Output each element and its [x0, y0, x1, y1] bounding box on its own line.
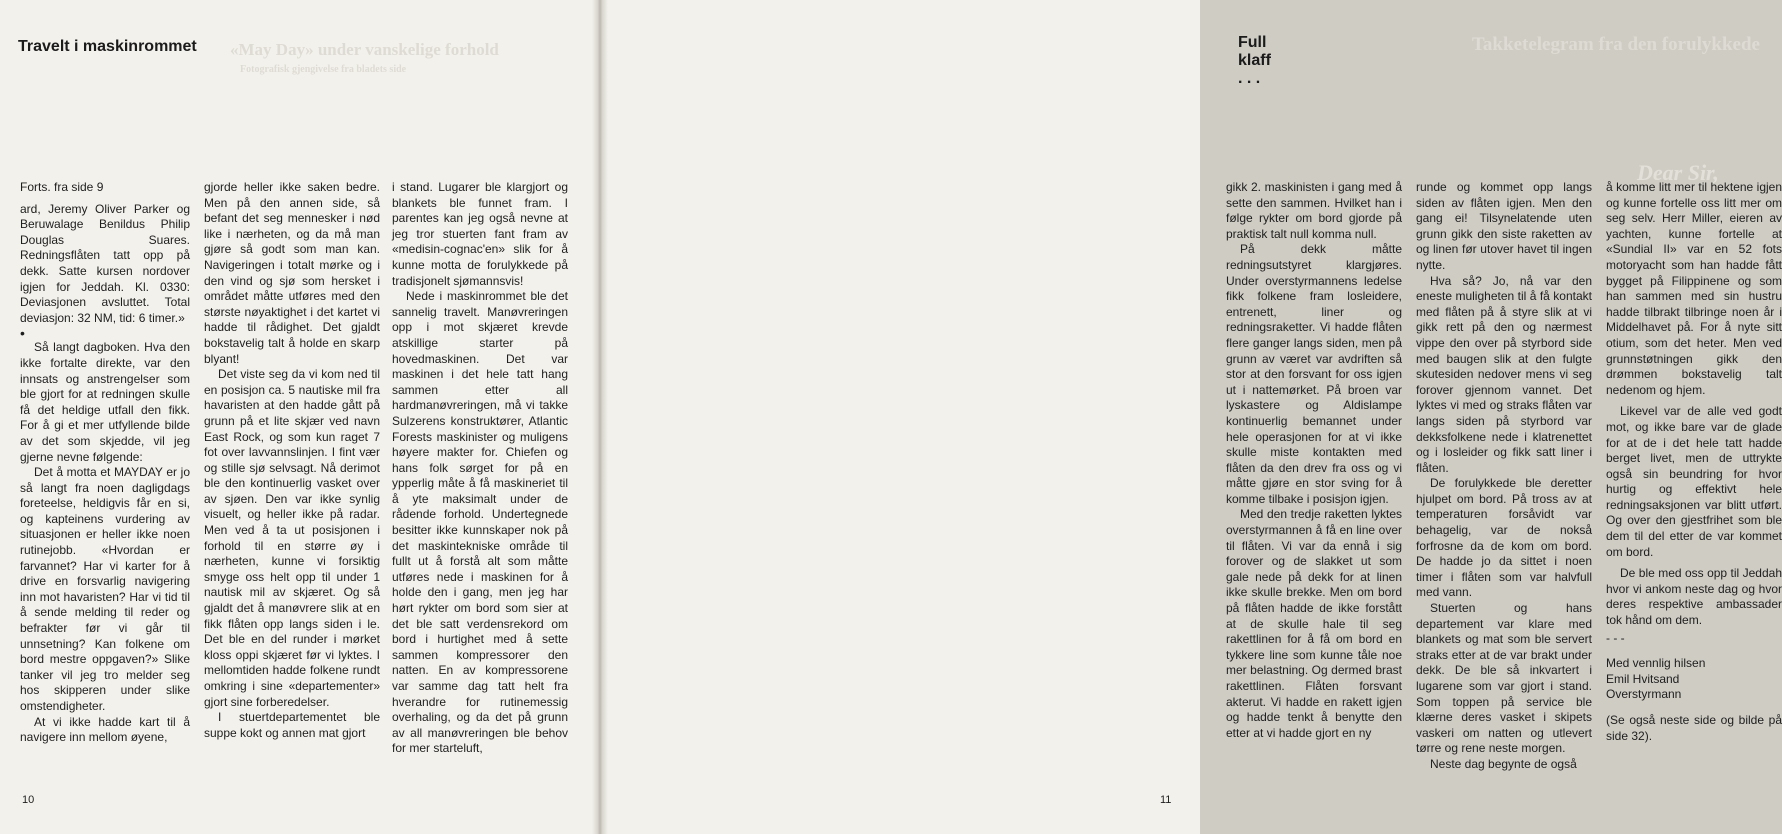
- paragraph: i stand. Lugarer ble klargjort og blankets ble funnet fram. I parentes kan jeg også nevne at jeg tror stuerten fant fram av «medisin-cognac'en» slik for å kunne motta de forulykkede på tradisjonelt sjømannsvis!: [392, 180, 568, 288]
- show-through-text: «May Day» under vanskelige forhold: [230, 40, 499, 59]
- paragraph: Hva så? Jo, nå var den eneste muligheten til å få kontakt med flåten på å styre slik at vi gikk rett på den og nærmest vippe den over på styrbord side med baugen slik at den fulgte skutesiden nedover mens vi seg forover gjennom vannet. Det lyktes vi med og straks flåten var langs siden på styrbord var dekksfolkene nede i klatrenettet og i losleider og fikk satt liner i flåten.: [1416, 273, 1592, 475]
- continuation-note: Forts. fra side 9: [20, 180, 104, 194]
- paragraph: Med den tredje raketten lyktes overstyrmannen å få en line over til flåten. Vi var da ennå i sig forover og de slakket ut som gale nede på dekk for at linen ikke skulle brekke. Men om bord på flåten hadde de ikke forstått at de skulle hale til seg rakettlinen for å få om bord en tykkere line som kunne tåle noe mer belastning. Og dermed brast rakettlinen. Flåten forsvant akterut. Vi hadde en rakett igjen og hadde tenkt å benytte den etter at vi hadde gjort en ny: [1226, 507, 1402, 740]
- author-name: Emil Hvitsand: [1606, 671, 1680, 686]
- article-title: Travelt i maskinrommet: [18, 38, 197, 55]
- paragraph: Nede i maskinrommet ble det sannelig travelt. Manøvreringen opp i mot skjæret krevde atskillige starter på hovedmaskinen. Det var maskinen i det hele tatt hang sammen etter all hardmanøvreringen, må vi takke Sulzerens konstruktører, Atlantic Forests maskinister og muligens høyere makter for. Chiefen og hans folk sørget for på en ypperlig måte å få maskineriet til å yte maksimalt under de rådende forhold. Undertegnede besitter ikke kunnskaper nok på det maskintekniske område til fullt ut å forstå alt som måtte utføres nede i maskinen for å holde den i gang, men jeg har hørt rykter om bord som sier at det ble satt verdensrekord om bord i hurtighet med å sette sammen kompressorer den natten. En av kompressorene var samme dag tatt helt fra hverandre for rutinemessig overhaling, og da det på grunn av all manøvreringen ble behov for mer starteluft,: [392, 289, 568, 756]
- right-page: [602, 0, 1782, 834]
- paragraph: Det viste seg da vi kom ned til en posisjon ca. 5 nautiske mil fra havaristen at den hadde gått på grunn på et lite skjær ved navn East Rock, og som kun raget 7 fot over lavvannslinjen. I fint vær og stille sjø selvsagt. Nå derimot ble den kontinuerlig vasket over av sjøen. Den var ikke synlig visuelt, og heller ikke på radar. Men ved å ta ut posisjonen i forhold til en større øy i nærheten, kunne vi forsiktig smyge oss helt opp til under 1 nautisk mil av skjæret. Og så gjaldt det å manøvrere slik at en fikk flåten opp langs siden i le. Det ble en del runder i mørket kloss oppi skjæret før vi lyktes. I mellomtiden hadde folkene rundt omkring i sine «departementer» gjort sine forberedelser.: [204, 367, 380, 709]
- dash-separator: - - -: [1606, 630, 1625, 645]
- page-number: 10: [22, 794, 35, 806]
- paragraph: gikk 2. maskinisten i gang med å sette den sammen. Hvilket han i følge rykter om bord gjorde på praktisk talt null komma null.: [1226, 180, 1402, 241]
- text-column-6: [1606, 180, 1782, 744]
- author-role: Overstyrmann: [1606, 687, 1682, 702]
- paragraph: å komme litt mer til hektene igjen og kunne fortelle oss litt mer om seg selv. Herr Miller, eieren av yachten, kunne fortelle at «Sundial II» var en 52 fots motoryacht som han hadde fått bygget på Filippinene og som han sammen med sin hustru hadde tilbrakt tilbringe noen år i Middelhavet på. For å nyte sitt otium, som det heter. Men ved grunnstøtningen gikk den drømmen bokstavelig talt nedenom og hjem.: [1606, 180, 1782, 397]
- page-number: 11: [1160, 794, 1172, 806]
- book-gutter: [592, 0, 608, 834]
- show-through-text: Takketelegram fra den forulykkede: [1472, 34, 1760, 55]
- paragraph: Neste dag begynte de også: [1430, 756, 1577, 771]
- paragraph: gjorde heller ikke saken bedre. Men på den annen side, så befant det seg mennesker i nød like i nærheten, og da må man gjøre så godt som man kan. Navigeringen i totalt mørke og i den vind og sjø som hersket i området måtte utføres med den største nøyaktighet i det kartet vi hadde til rådighet. Det gjaldt bokstavelig talt å holde en skarp blyant!: [204, 180, 380, 366]
- paragraph: De forulykkede ble deretter hjulpet om bord. På tross av at temperaturen forsåvidt var behagelig, var de nokså forfrosne da de kom om bord. De hadde jo da sittet i noen timer i flåten som var halvfull med vann.: [1416, 476, 1592, 600]
- show-through-text: Fotografisk gjengivelse fra bladets side: [240, 64, 407, 75]
- paragraph: På dekk måtte redningsutstyret klargjøres. Under overstyrmannens ledelse fikk folkene fram losleidere, entrenett, liner og redningsraketter. Vi hadde flåten flere ganger langs siden, men på grunn av været var avdriften så stor at den forsvant for oss igjen ut i nattemørket. På broen var lyskastere og Aldislampe kontinuerlig bemannet under hele operasjonen for at vi ikke skulle miste kontakten med flåten da den drev fra oss og vi måtte gjøre en stor sving for å komme tilbake i posisjon igjen.: [1226, 242, 1402, 506]
- paragraph: Stuerten og hans departement var klare med blankets og mat som ble servert straks etter at de var brakt under dekk. De ble så inkvartert i lugarene som var gjort i stand. Som toppen på service ble klærne deres vasket i skipets vaskeri om natten og utlevert tørre og rene neste morgen.: [1416, 601, 1592, 756]
- text-column-2: [204, 180, 380, 741]
- paragraph: Så langt dagboken. Hva den ikke fortalte direkte, var den innsats og anstrengelser som ble gjort for at redningen skulle få det heldige utfall den fikk. For å gi et mer utfyllende bilde av det som skjedde, vil jeg gjerne nevne følgende:: [20, 340, 190, 464]
- text-column-3: [392, 180, 568, 757]
- text-column-5: [1416, 180, 1592, 773]
- article-title: Full klaff . . .: [1238, 34, 1271, 87]
- paragraph: ard, Jeremy Oliver Parker og Beruwalage Benildus Philip Douglas Suares. Redningsflåten tatt opp på dekk. Satte kursen nordover igjen for Jeddah. Kl. 0330: Deviasjonen avsluttet. Total deviasjon: 32 NM, tid: 6 timer.»: [20, 201, 190, 325]
- paragraph: Likevel var de alle ved godt mot, og ikke bare var de glade for at de i det hele tatt hadde berget livet, men de uttrykte også sin beundring for hvor hurtig og effektivt hele redningsaksjonen var blitt utført. Og over den gjestfrihet som ble dem til del etter de var kommet om bord.: [1606, 404, 1782, 559]
- closing-line: Med vennlig hilsen: [1606, 656, 1706, 671]
- paragraph: Det å motta et MAYDAY er jo så langt fra noen dagligdags foreteelse, heldigvis får en si, og kapteinens vurdering av situasjonen er heller ikke noen rutinejobb. «Hvordan er farvannet? Har vi karter for å drive en forsvarlig navigering inn mot havaristen? Har vi tid til å sende melding til reder og befrakter før vi går til unnsetning? Kan folkene om bord mestre oppgaven?» Slike tanker vil jeg tro melder seg hos skipperen under slike omstendigheter.: [20, 465, 190, 713]
- paragraph: At vi ikke hadde kart til å navigere inn mellom øyene,: [20, 714, 190, 745]
- show-through-handwriting: Dear Sir,: [1637, 160, 1719, 185]
- paragraph: runde og kommet opp langs siden av flåten igjen. Men den gang ei! Tilsynelatende uten grunn gikk den siste raketten av og linen før utover havet til ingen nytte.: [1416, 180, 1592, 272]
- paragraph: De ble med oss opp til Jeddah hvor vi ankom neste dag og hvor deres respektive ambassader tok hånd om dem.: [1606, 566, 1782, 628]
- text-column-4: [1226, 180, 1402, 741]
- text-column-1: [20, 180, 190, 746]
- section-separator: •: [20, 325, 25, 342]
- left-page: [0, 0, 598, 834]
- reference-note: (Se også neste side og bilde på side 32).: [1606, 713, 1782, 743]
- paragraph: I stuertdepartementet ble suppe kokt og annen mat gjort: [204, 710, 380, 740]
